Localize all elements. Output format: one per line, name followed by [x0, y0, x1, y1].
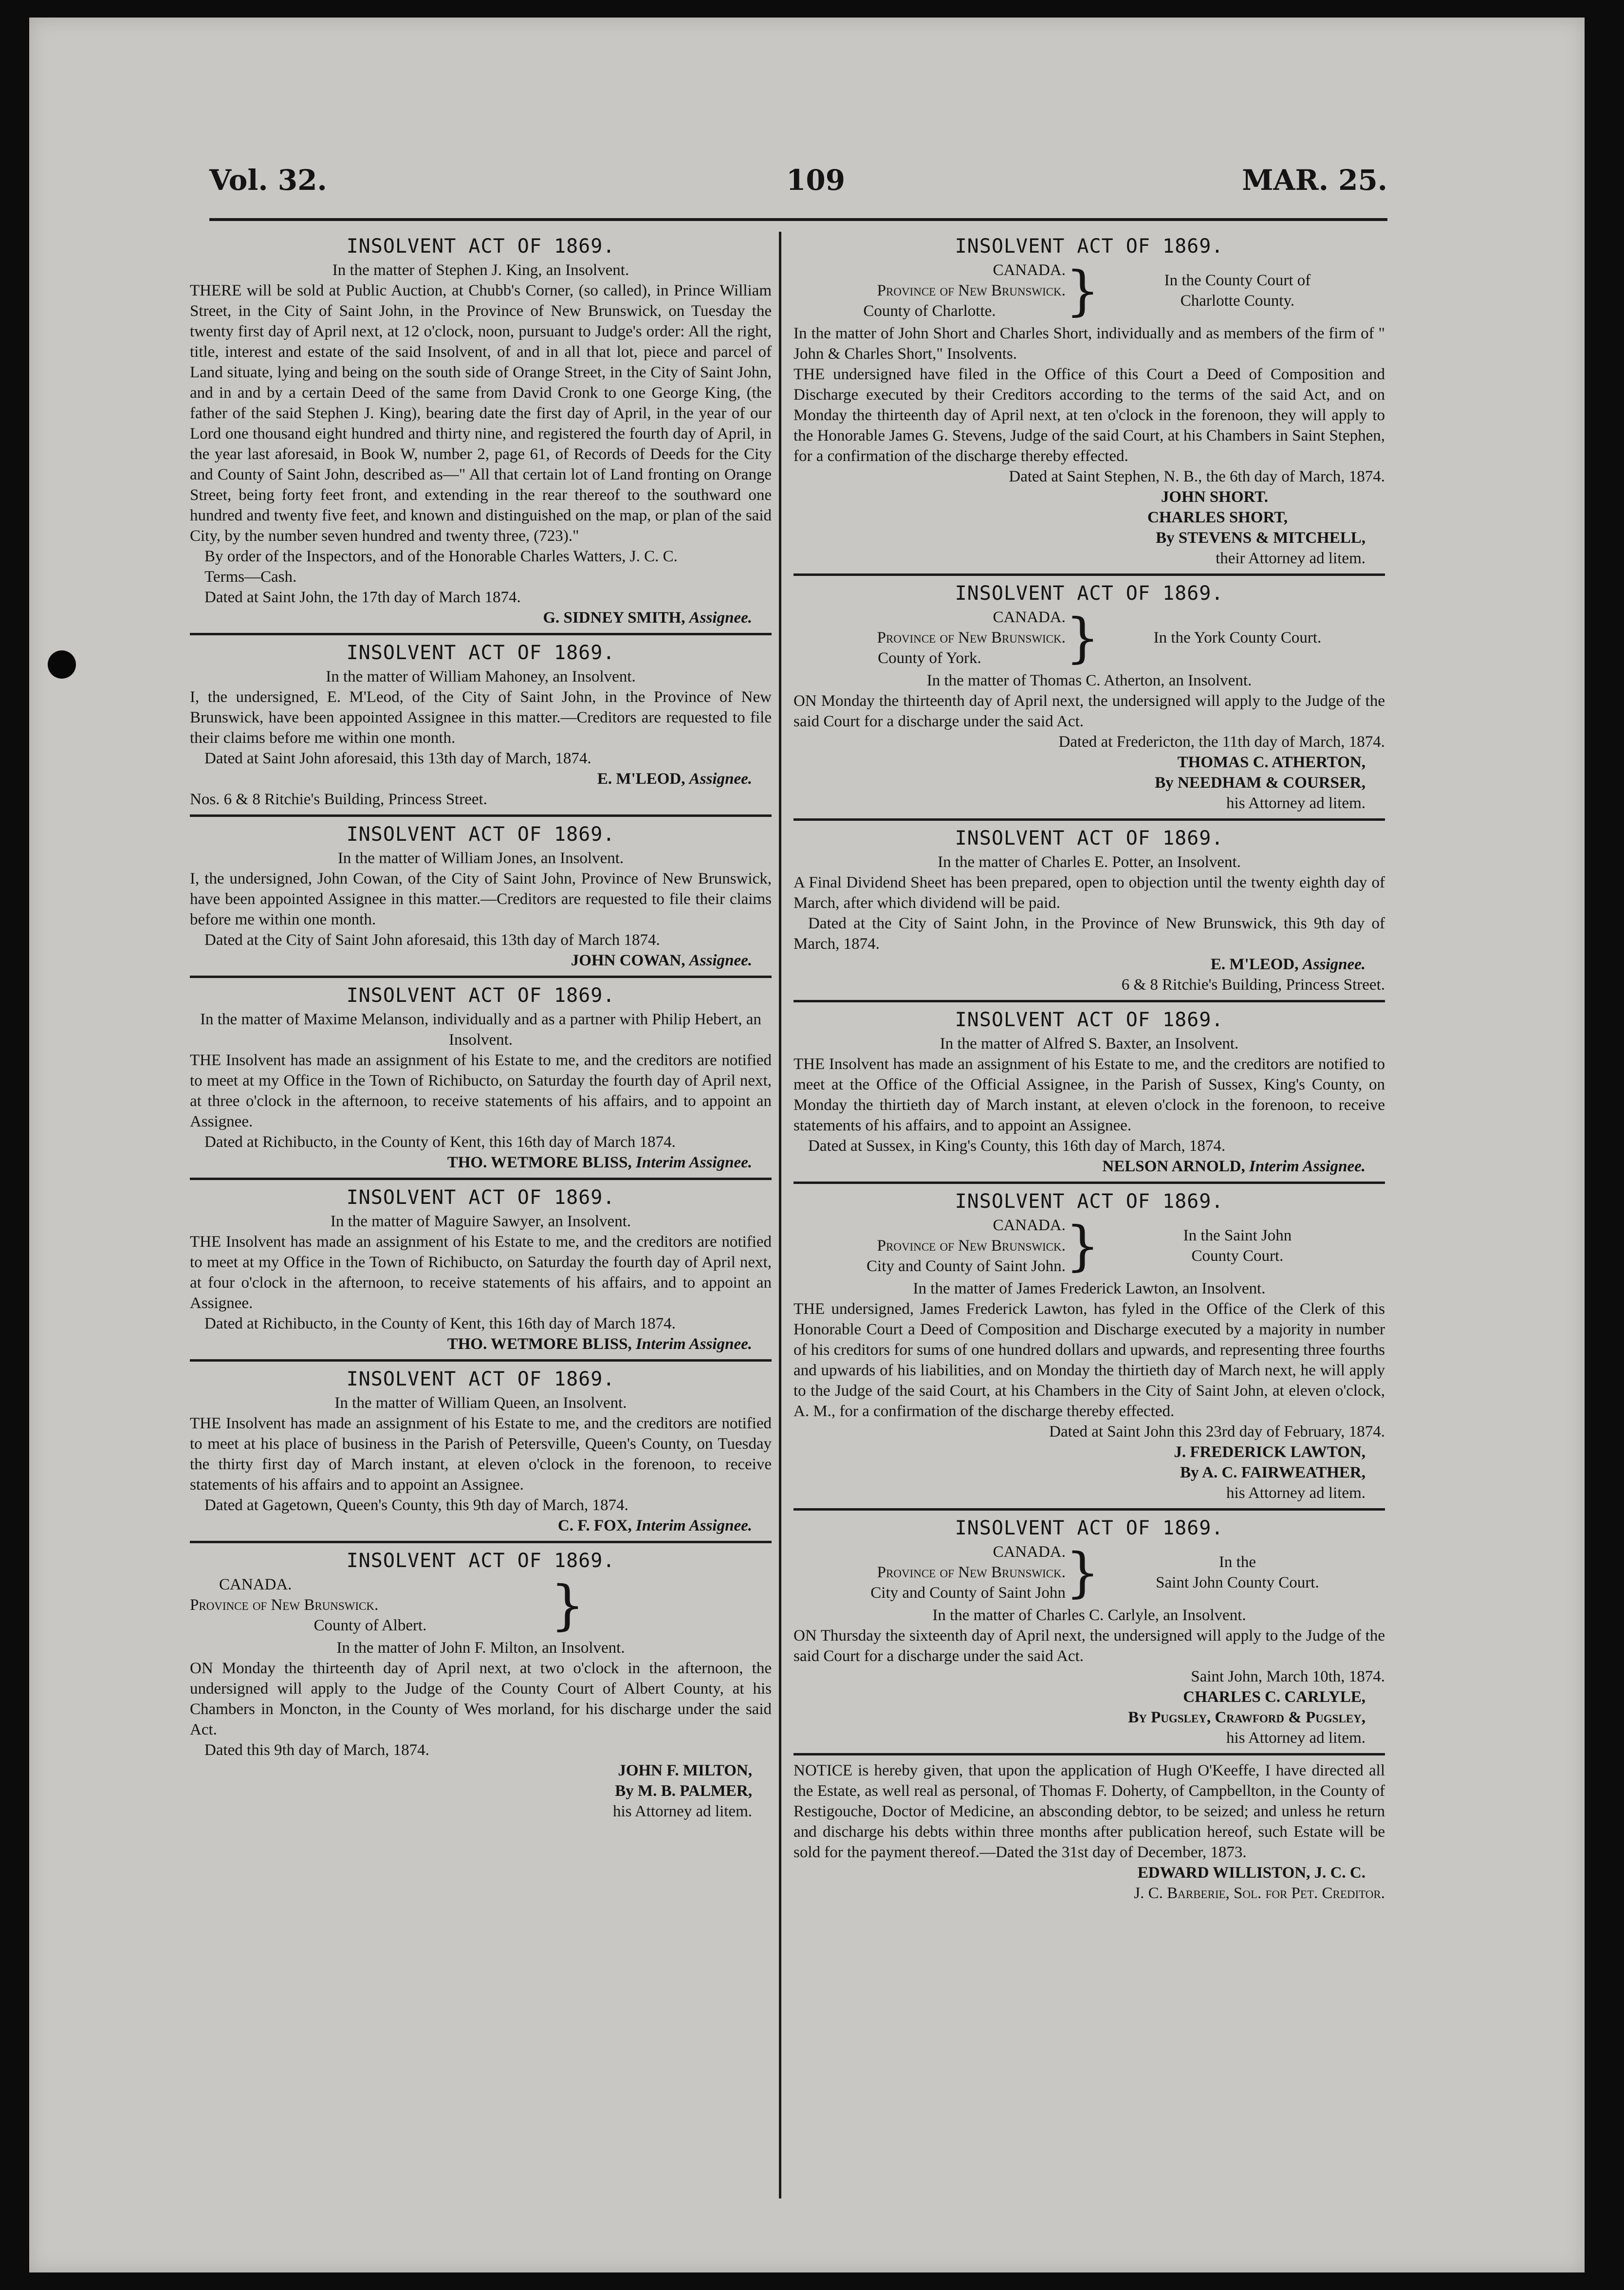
- caption-country: CANADA.: [993, 1217, 1066, 1234]
- notice-attorney: his Attorney ad litem.: [1226, 794, 1366, 812]
- caption-province: Province of New Brunswick.: [190, 1596, 379, 1614]
- notice-attorney: their Attorney ad litem.: [1216, 550, 1366, 567]
- caption-country: CANADA.: [993, 261, 1066, 279]
- caption-county: County of Albert.: [314, 1617, 427, 1634]
- notice-matter: In the matter of Alfred S. Baxter, an Insolvent.: [940, 1035, 1239, 1053]
- notice-by: By M. B. PALMER,: [615, 1782, 752, 1800]
- notice-title: INSOLVENT ACT OF 1869.: [346, 1550, 615, 1572]
- notice-body: I, the undersigned, E. M'Leod, of the City of Saint John, in the Province of New Brunswick, have been appointed Assignee in this matter.—Creditors are requested to file their claims before me within one month.: [190, 688, 772, 747]
- signature-role: Interim Assignee.: [636, 1517, 752, 1534]
- gazette-page: [29, 18, 1585, 2272]
- caption-country: CANADA.: [993, 609, 1066, 626]
- brace-glyph: }: [1065, 1215, 1100, 1277]
- brace-glyph: }: [1065, 1541, 1100, 1604]
- court-caption: [794, 1542, 1385, 1603]
- brace-glyph: }: [1065, 259, 1100, 322]
- signature-role: Interim Assignee.: [1249, 1158, 1366, 1175]
- notice-short: [794, 232, 1385, 576]
- notice-baxter: [794, 1005, 1385, 1184]
- notice-king: [190, 232, 772, 635]
- notice-body: THE undersigned have filed in the Office of this Court a Deed of Composition and Discharge executed by their Creditors according to the terms of the said Act, and on Monday the thirteenth day of April next, at ten o'clock in the forenoon, they will apply to the Honorable James G. Stevens, Judge of the said Court, at his Chambers in Saint Stephen, for a confirmation of the discharge thereby effected.: [794, 366, 1385, 465]
- volume-number: Vol. 32.: [209, 164, 327, 197]
- notice-title: INSOLVENT ACT OF 1869.: [346, 823, 615, 846]
- notice-potter: [794, 824, 1385, 1002]
- notice-doherty: [794, 1758, 1385, 1908]
- notice-body: THE Insolvent has made an assignment of his Estate to me, and the creditors are notified to meet at my Office in the Town of Richibucto, on Saturday the fourth day of April next, at four o'clock in the afternoon, to receive statements of his affairs, and to appoint an Assignee.: [190, 1233, 772, 1312]
- notice-matter: In the matter of Charles C. Carlyle, an Insolvent.: [932, 1607, 1246, 1624]
- notice-signature: [190, 950, 772, 971]
- notice-matter: In the matter of Maguire Sawyer, an Insolvent.: [330, 1213, 631, 1230]
- notice-address: Nos. 6 & 8 Ritchie's Building, Princess Street.: [190, 791, 487, 808]
- notice-signature: [190, 1334, 772, 1354]
- signature-role: Interim Assignee.: [636, 1335, 752, 1353]
- page-number: 109: [786, 164, 846, 197]
- notice-dated: Dated at Saint John this 23rd day of February, 1874.: [1049, 1423, 1385, 1440]
- notice-melanson: [190, 981, 772, 1180]
- notice-body: THE Insolvent has made an assignment of his Estate to me, and the creditors are notified to meet at his place of business in the Parish of Petersville, Queen's County, on Tuesday the thirty first day of March instant, at eleven o'clock in the forenoon, to receive statements of his affairs and to appoint an Assignee.: [190, 1415, 772, 1494]
- notice-address: 6 & 8 Ritchie's Building, Princess Street.: [1121, 976, 1385, 994]
- court-caption: [794, 607, 1385, 668]
- notice-signature-1: JOHN SHORT.: [1161, 488, 1268, 506]
- notice-body: NOTICE is hereby given, that upon the application of Hugh O'Keeffe, I have directed all the Estate, as well real as personal, of Thomas F. Doherty, of Campbellton, in the County of Restigouche, Doctor of Medicine, an absconding debtor, to be seized; and unless he return and discharge his debts within three months after publication hereof, such Estate will be sold for the payment thereof.—Dated the 31st day of December, 1873.: [794, 1762, 1385, 1861]
- notice-title: INSOLVENT ACT OF 1869.: [346, 984, 615, 1007]
- notice-mahoney: [190, 638, 772, 817]
- notice-dated: Dated at Saint Stephen, N. B., the 6th day of March, 1874.: [1009, 468, 1385, 485]
- caption-country: CANADA.: [219, 1576, 292, 1593]
- caption-court: In the County Court of: [1164, 272, 1311, 289]
- signature-name: THO. WETMORE BLISS,: [447, 1154, 632, 1171]
- caption-province: Province of New Brunswick.: [877, 629, 1066, 646]
- notice-signature: [190, 608, 772, 628]
- caption-county: City and County of Saint John.: [867, 1257, 1066, 1275]
- notice-terms: Terms—Cash.: [204, 568, 297, 586]
- caption-county: County of Charlotte.: [863, 302, 996, 320]
- signature-name: JOHN COWAN,: [571, 952, 685, 969]
- notice-carlyle: [794, 1514, 1385, 1755]
- notice-signature: J. FREDERICK LAWTON,: [1174, 1443, 1366, 1461]
- notice-body: ON Thursday the sixteenth day of April next, the undersigned will apply to the Judge of the said Court for a discharge under the said Act.: [794, 1627, 1385, 1665]
- court-caption: [190, 1574, 772, 1636]
- notice-by: By A. C. FAIRWEATHER,: [1180, 1464, 1366, 1481]
- signature-name: THO. WETMORE BLISS,: [447, 1335, 632, 1353]
- signature-name: E. M'LEOD,: [1210, 956, 1299, 973]
- notice-title: INSOLVENT ACT OF 1869.: [955, 235, 1224, 258]
- page-header: [209, 164, 1387, 217]
- signature-role: Assignee.: [689, 770, 752, 788]
- caption-court: In the: [1218, 1553, 1256, 1571]
- court-caption: [794, 260, 1385, 321]
- caption-county: County of York.: [878, 649, 981, 667]
- notice-dated: Saint John, March 10th, 1874.: [1191, 1668, 1385, 1685]
- notice-signature: EDWARD WILLISTON, J. C. C.: [1137, 1864, 1366, 1882]
- notice-dated: Dated at Richibucto, in the County of Kent, this 16th day of March 1874.: [204, 1315, 676, 1332]
- signature-role: Assignee.: [1302, 956, 1366, 973]
- notice-title: INSOLVENT ACT OF 1869.: [955, 582, 1224, 605]
- notice-signature: [794, 1156, 1385, 1177]
- notice-dated: Dated at Sussex, in King's County, this 16th day of March, 1874.: [808, 1137, 1226, 1155]
- notice-body: THERE will be sold at Public Auction, at Chubb's Corner, (so called), in Prince William Street, in the City of Saint John, in the Province of New Brunswick, on Tuesday the twenty first day of April next, at 12 o'clock, noon, pursuant to Judge's order: All the right, title, interest and estate of the said Insolvent, of and in all that lot, piece and parcel of Land situate, lying and being on the south side of Orange Street, in the City of Saint John, and in and by a certain Deed of the same from David Cronk to one George King, (the father of the said Stephen J. King), bearing date the first day of April, in the year of our Lord one thousand eight hundred and thirty nine, and registered the fourth day of April, in the year last aforesaid, in Book W, number 2, page 61, of Records of Deeds for the City and County of Saint John, described as—" All that certain lot of Land fronting on Orange Street, being forty feet front, and extending in the rear thereof to the southward one hundred and twenty five feet, and known and distinguished on the map, or plan of the said City, by the number seven hundred and twenty three, (723).": [190, 282, 772, 545]
- notice-title: INSOLVENT ACT OF 1869.: [346, 642, 615, 664]
- notice-title: INSOLVENT ACT OF 1869.: [955, 1517, 1224, 1539]
- caption-court: In the Saint John: [1183, 1227, 1292, 1244]
- signature-name: NELSON ARNOLD,: [1102, 1158, 1245, 1175]
- notice-by: By Pugsley, Crawford & Pugsley,: [1128, 1709, 1366, 1726]
- notice-body: THE undersigned, James Frederick Lawton, has fyled in the Office of the Clerk of this Honorable Court a Deed of Composition and Discharge executed by a majority in number of his creditors for sums of one hundred dollars and upwards, and representing three fourths and upwards of his liabilities, and on Monday the thirtieth day of March next, he will apply to the Judge of the said Court, at his Chambers in the City of Saint John, at eleven o'clock, A. M., for a confirmation of the discharge thereby effected.: [794, 1300, 1385, 1420]
- header-rule: [209, 218, 1387, 221]
- caption-court: In the York County Court.: [1153, 629, 1322, 646]
- caption-county: City and County of Saint John: [870, 1584, 1066, 1602]
- notice-matter: In the matter of William Mahoney, an Insolvent.: [326, 668, 636, 685]
- notice-signature-2: CHARLES SHORT,: [1147, 509, 1288, 526]
- notice-lawton: [794, 1187, 1385, 1511]
- notice-signature: [794, 954, 1385, 975]
- brace-glyph: }: [1065, 607, 1100, 669]
- notice-matter: In the matter of John Short and Charles Short, individually and as members of the firm of " John & Charles Short," Insolvents.: [794, 325, 1385, 363]
- notice-body: I, the undersigned, John Cowan, of the City of Saint John, Province of New Brunswick, have been appointed Assignee in this matter.—Creditors are requested to file their claims before me within one month.: [190, 870, 772, 928]
- notice-matter: In the matter of John F. Milton, an Insolvent.: [336, 1639, 625, 1657]
- notice-atherton: [794, 579, 1385, 821]
- notice-sawyer: [190, 1183, 772, 1362]
- notice-attorney: his Attorney ad litem.: [1226, 1729, 1366, 1747]
- caption-court-county: Charlotte County.: [1180, 292, 1295, 310]
- notice-dated: Dated at Richibucto, in the County of Kent, this 16th day of March 1874.: [204, 1133, 676, 1151]
- left-column: [190, 232, 772, 1829]
- signature-role: Interim Assignee.: [636, 1154, 752, 1171]
- notice-dated: Dated at Saint John aforesaid, this 13th day of March, 1874.: [204, 750, 591, 767]
- notice-title: INSOLVENT ACT OF 1869.: [346, 235, 615, 258]
- notice-signature: JOHN F. MILTON,: [618, 1762, 752, 1779]
- notice-signature: [190, 1515, 772, 1536]
- notice-dated: Dated at Saint John, the 17th day of March 1874.: [204, 589, 521, 606]
- notice-matter: In the matter of Charles E. Potter, an Insolvent.: [938, 853, 1241, 871]
- notice-title: INSOLVENT ACT OF 1869.: [346, 1368, 615, 1390]
- notice-body: THE Insolvent has made an assignment of his Estate to me, and the creditors are notified to meet at the Office of the Official Assignee, in the Parish of Sussex, King's County, on Monday the thirtieth day of March instant, at eleven o'clock in the forenoon, to receive statements of his affairs, and to appoint an Assignee.: [794, 1055, 1385, 1134]
- notice-signature: [190, 1152, 772, 1173]
- notice-by: By STEVENS & MITCHELL,: [1156, 529, 1366, 547]
- notice-matter: In the matter of William Queen, an Insolvent.: [334, 1394, 627, 1412]
- notice-by: By NEEDHAM & COURSER,: [1155, 774, 1366, 792]
- notice-dated: Dated at Fredericton, the 11th day of March, 1874.: [1058, 733, 1385, 751]
- notice-dated: Dated this 9th day of March, 1874.: [204, 1741, 429, 1759]
- caption-court-county: County Court.: [1191, 1247, 1284, 1265]
- caption-court-county: Saint John County Court.: [1156, 1574, 1319, 1591]
- brace-glyph: }: [550, 1574, 585, 1636]
- caption-country: CANADA.: [993, 1543, 1066, 1561]
- issue-date: MAR. 25.: [1242, 164, 1387, 197]
- column-rule: [779, 232, 781, 2198]
- notice-matter: In the matter of Thomas C. Atherton, an Insolvent.: [926, 672, 1252, 689]
- notice-signature: THOMAS C. ATHERTON,: [1177, 754, 1366, 771]
- caption-province: Province of New Brunswick.: [877, 1237, 1066, 1255]
- notice-body: THE Insolvent has made an assignment of his Estate to me, and the creditors are notified to meet at my Office in the Town of Richibucto, on Saturday the fourth day of April next, at three o'clock in the afternoon, to receive statements of his affairs, and to appoint an Assignee.: [190, 1052, 772, 1130]
- notice-signature: CHARLES C. CARLYLE,: [1183, 1688, 1366, 1706]
- signature-name: C. F. FOX,: [557, 1517, 632, 1534]
- notice-solicitor: J. C. Barberie, Sol. for Pet. Creditor.: [1134, 1884, 1385, 1902]
- notice-title: INSOLVENT ACT OF 1869.: [955, 1009, 1224, 1031]
- notice-jones: [190, 820, 772, 978]
- notice-title: INSOLVENT ACT OF 1869.: [346, 1186, 615, 1209]
- notice-title: INSOLVENT ACT OF 1869.: [955, 1190, 1224, 1213]
- notice-dated: Dated at the City of Saint John, in the Province of New Brunswick, this 9th day of March, 1874.: [794, 915, 1385, 953]
- notice-signature: [190, 769, 772, 789]
- notice-matter: In the matter of William Jones, an Insolvent.: [337, 850, 624, 867]
- punch-hole: [48, 650, 76, 679]
- notice-body: A Final Dividend Sheet has been prepared, open to objection until the twenty eighth day of March, after which dividend will be paid.: [794, 874, 1385, 912]
- notice-queen: [190, 1365, 772, 1543]
- notice-matter: In the matter of Maxime Melanson, individually and as a partner with Philip Hebert, an Insolvent.: [200, 1011, 761, 1049]
- right-column: [794, 232, 1404, 1911]
- notice-title: INSOLVENT ACT OF 1869.: [955, 827, 1224, 850]
- signature-role: Assignee.: [689, 952, 752, 969]
- notice-dated: Dated at Gagetown, Queen's County, this 9th day of March, 1874.: [204, 1496, 628, 1514]
- caption-province: Province of New Brunswick.: [877, 1564, 1066, 1581]
- caption-province: Province of New Brunswick.: [877, 282, 1066, 299]
- notice-order: By order of the Inspectors, and of the Honorable Charles Watters, J. C. C.: [204, 548, 678, 565]
- signature-name: G. SIDNEY SMITH,: [543, 609, 685, 627]
- notice-matter: In the matter of James Frederick Lawton, an Insolvent.: [913, 1280, 1266, 1297]
- signature-name: E. M'LEOD,: [597, 770, 685, 788]
- notice-body: ON Monday the thirteenth day of April next, at two o'clock in the afternoon, the undersigned will apply to the Judge of the County Court of Albert County, at his Chambers in Moncton, in the County of Wes morland, for his discharge under the said Act.: [190, 1660, 772, 1738]
- court-caption: [794, 1215, 1385, 1276]
- notice-attorney: his Attorney ad litem.: [1226, 1484, 1366, 1502]
- notice-dated: Dated at the City of Saint John aforesaid, this 13th day of March 1874.: [204, 931, 660, 949]
- notice-milton: [190, 1546, 772, 1827]
- notice-matter: In the matter of Stephen J. King, an Insolvent.: [332, 261, 629, 279]
- signature-role: Assignee.: [689, 609, 752, 627]
- notice-body: ON Monday the thirteenth day of April next, the undersigned will apply to the Judge of the said Court for a discharge under the said Act.: [794, 692, 1385, 730]
- notice-attorney: his Attorney ad litem.: [613, 1803, 752, 1820]
